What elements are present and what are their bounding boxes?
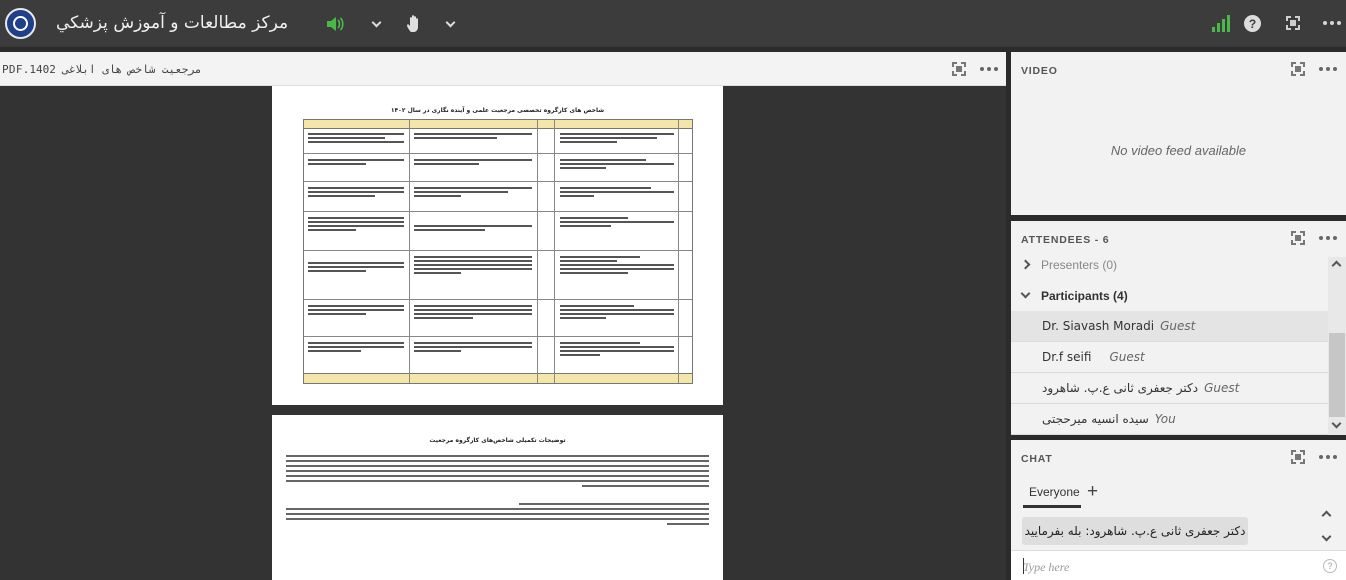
speaker-icon[interactable] [324, 13, 346, 35]
attendees-pod-title: ATTENDEES - 6 [1021, 234, 1110, 246]
add-chat-tab-icon[interactable]: + [1087, 481, 1099, 502]
more-options-icon[interactable] [1323, 21, 1341, 25]
document-pod-header [0, 52, 1006, 86]
attendee-name: Dr. Siavash Moradi [1042, 319, 1155, 333]
participants-group[interactable] [1011, 281, 1328, 312]
chat-scroll-down-icon[interactable] [1322, 532, 1332, 542]
attendee-name: سیده انسیه میرحجتی [1042, 412, 1149, 426]
chat-input-area [1011, 550, 1346, 580]
pdf-paragraph [286, 455, 709, 487]
attendee-row[interactable] [1011, 342, 1328, 373]
room-title: مرکز مطالعات و آموزش پزشکي [56, 13, 289, 33]
attendee-role: Guest [1160, 319, 1196, 333]
pdf-page-2[interactable] [272, 415, 723, 580]
fullscreen-icon[interactable] [1286, 16, 1300, 30]
chat-more-icon[interactable] [1319, 455, 1337, 459]
video-maximize-icon[interactable] [1291, 62, 1305, 76]
attendee-count: - 6 [1094, 234, 1110, 246]
logo-emblem-icon [5, 8, 36, 39]
pdf-page-2-title: توضیحات تکمیلی شاخص‌های کارگروه مرجعیت [429, 437, 566, 444]
chevron-down-icon [1021, 289, 1031, 299]
help-icon[interactable]: ? [1244, 15, 1261, 32]
pdf-page-1[interactable] [272, 86, 723, 405]
scroll-down-icon[interactable] [1332, 419, 1342, 429]
video-pod [1011, 52, 1346, 215]
video-pod-title: VIDEO [1021, 65, 1058, 77]
chat-info-icon[interactable]: ? [1323, 559, 1337, 573]
attendees-more-icon[interactable] [1319, 236, 1337, 240]
video-more-icon[interactable] [1319, 67, 1337, 71]
document-pod [0, 52, 1006, 580]
attendees-pod [1011, 221, 1346, 435]
pdf-page-1-title: شاخص های کارگروه تخصصی مرجعیت علمی و آینده نگاری در سال ۱۴۰۲ [390, 107, 605, 114]
pdf-table [303, 119, 693, 384]
audio-options-chevron-down-icon[interactable] [365, 13, 387, 35]
hand-options-chevron-down-icon[interactable] [439, 13, 461, 35]
scrollbar-thumb[interactable] [1329, 333, 1345, 417]
attendee-role: Guest [1109, 350, 1145, 364]
document-maximize-icon[interactable] [952, 62, 966, 76]
raise-hand-icon[interactable] [404, 13, 426, 35]
no-video-message: No video feed available [1110, 143, 1247, 158]
participants-label: Participants (4) [1041, 289, 1128, 303]
chat-input[interactable] [1023, 558, 1303, 576]
chat-maximize-icon[interactable] [1291, 450, 1305, 464]
attendee-role: Guest [1204, 381, 1240, 395]
attendee-row[interactable] [1011, 404, 1328, 435]
attendee-name: Dr.f seifi [1042, 350, 1092, 364]
attendees-scrollbar[interactable] [1328, 257, 1346, 435]
scroll-up-icon[interactable] [1332, 261, 1342, 271]
chat-pod [1011, 440, 1346, 580]
attendee-role: You [1154, 412, 1176, 426]
top-bar [0, 0, 1346, 47]
chat-pod-title: CHAT [1021, 453, 1053, 465]
attendee-name: دکتر جعفری ثانی ع.پ. شاهرود [1042, 381, 1199, 395]
attendee-row[interactable] [1011, 373, 1328, 404]
chat-scroll-up-icon[interactable] [1322, 511, 1332, 521]
signal-strength-icon [1212, 14, 1230, 32]
presenters-group[interactable] [1011, 250, 1328, 281]
presenters-label: Presenters (0) [1041, 258, 1118, 272]
active-tab-indicator [1023, 505, 1081, 508]
chat-message: دکتر جعفری ثانی ع.پ. شاهرود: بله بفرمایید [1022, 517, 1248, 545]
chevron-right-icon [1021, 260, 1031, 270]
document-filename: مرجعيت شاخص های ابلاغی 1402.PDF [2, 63, 202, 76]
pdf-paragraph [286, 503, 709, 525]
document-more-icon[interactable] [980, 67, 998, 71]
attendees-maximize-icon[interactable] [1291, 231, 1305, 245]
chat-tab-everyone[interactable]: Everyone [1029, 485, 1080, 499]
attendee-row[interactable] [1011, 311, 1328, 342]
